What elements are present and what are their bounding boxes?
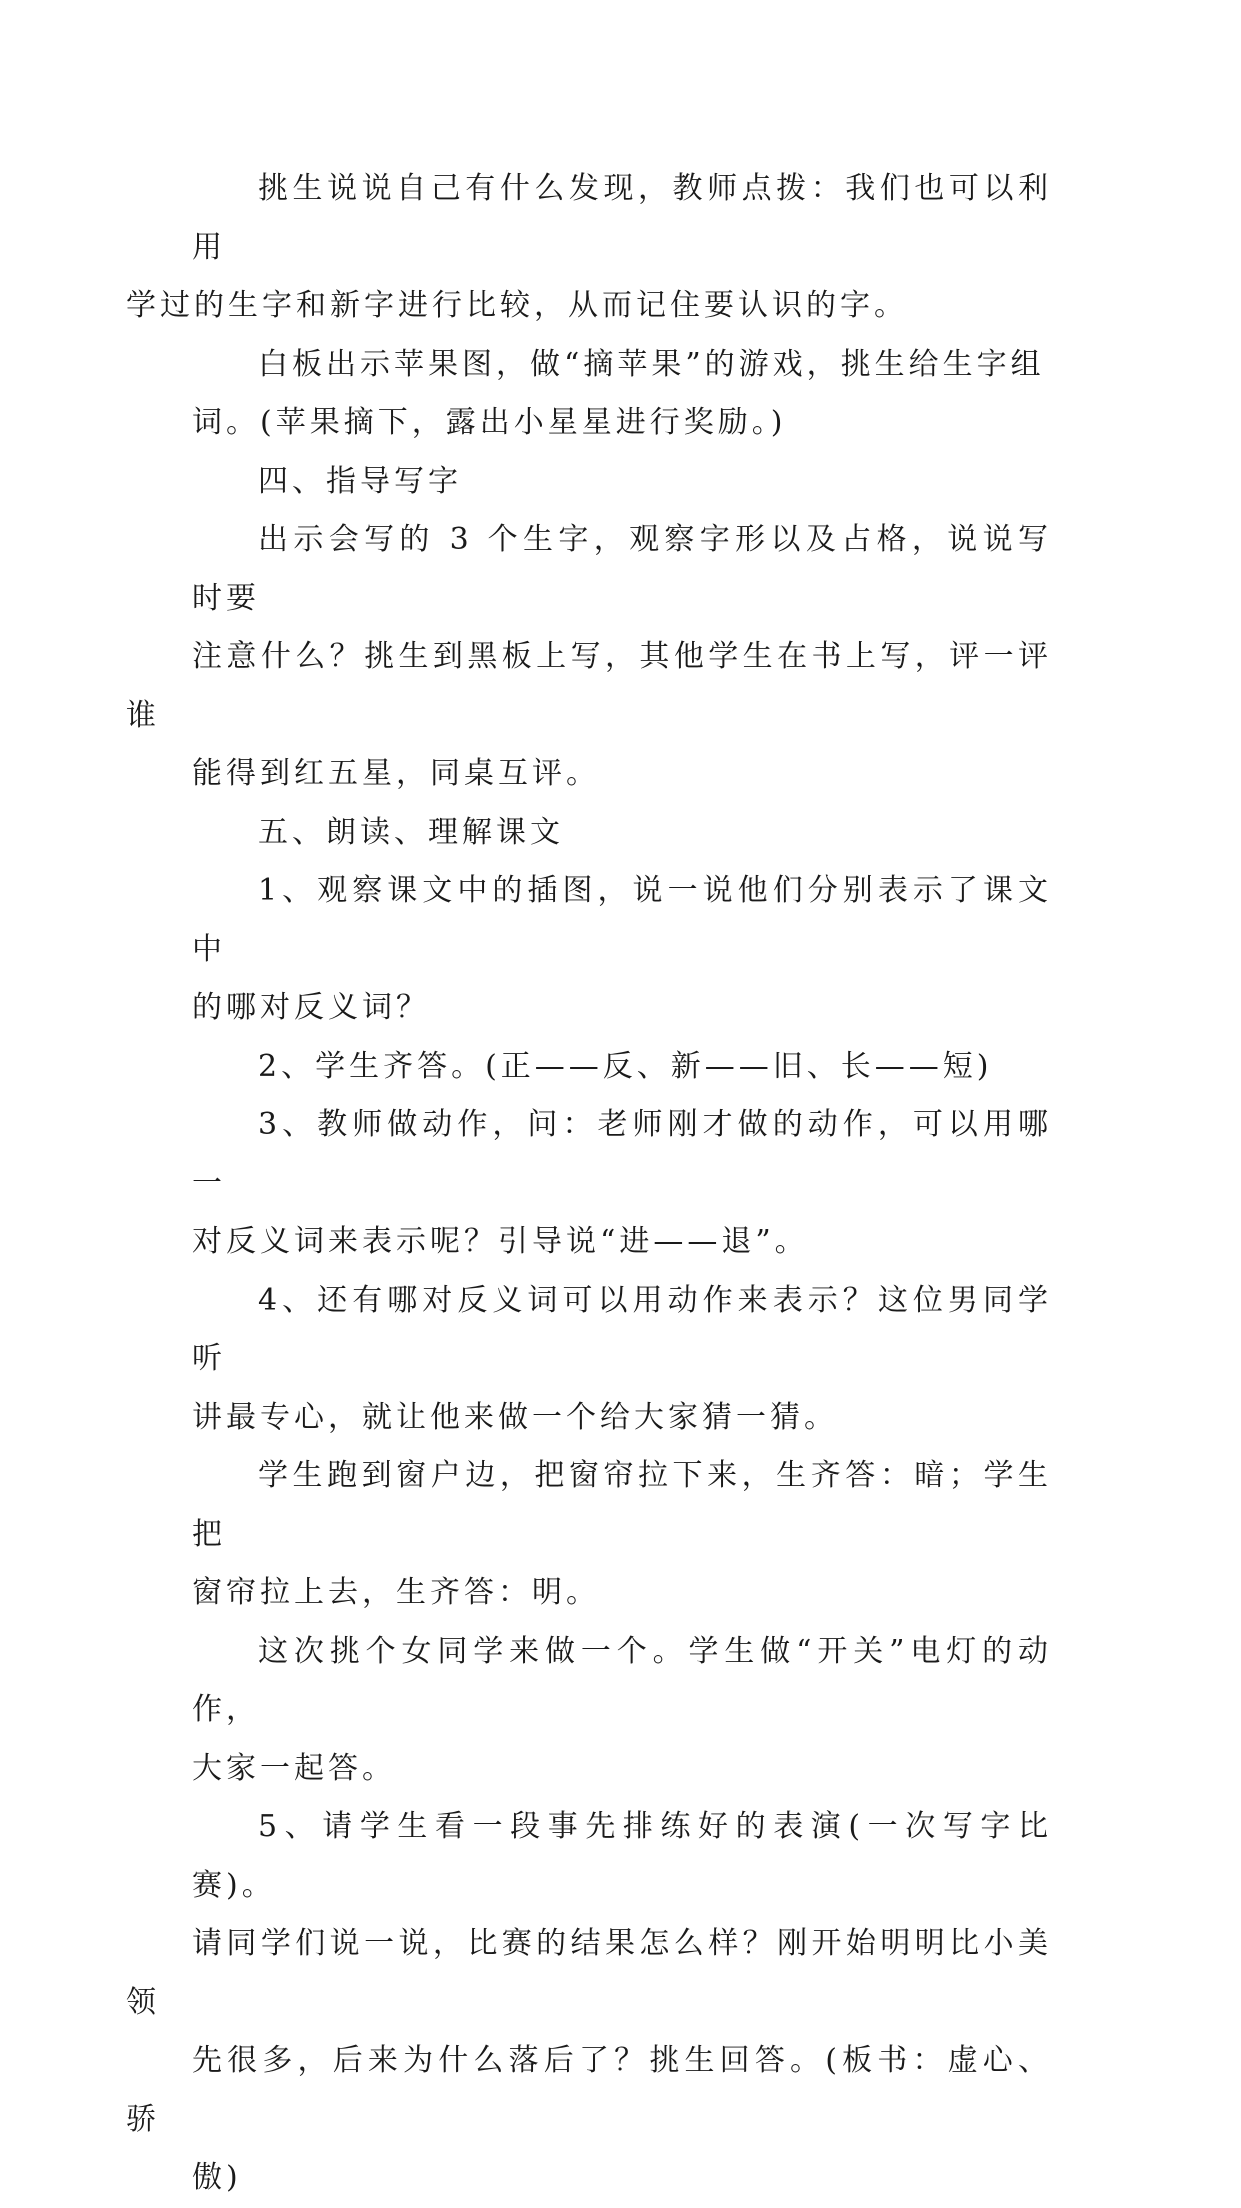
text-line: 5、请学生看一段事先排练好的表演(一次写字比赛)。 bbox=[192, 1809, 1052, 1903]
text-line: 词。(苹果摘下，露出小星星进行奖励。) bbox=[192, 405, 787, 440]
paragraph-curtain-demo bbox=[192, 1447, 1052, 1623]
text-line: 学生跑到窗户边，把窗帘拉下来，生齐答：暗；学生把 bbox=[192, 1458, 1052, 1552]
section-heading-writing-guidance bbox=[192, 453, 1052, 512]
text-line: 3、教师做动作，问：老师刚才做的动作，可以用哪一 bbox=[192, 1107, 1052, 1201]
text-line: 1、观察课文中的插图，说一说他们分别表示了课文中 bbox=[192, 873, 1052, 967]
paragraph-writing-practice bbox=[126, 511, 1052, 804]
paragraph-light-switch-demo bbox=[192, 1623, 1052, 1799]
text-line: 傲) bbox=[192, 2160, 242, 2195]
text-line: 讲最专心，就让他来做一个给大家猜一猜。 bbox=[192, 1399, 838, 1435]
text-line: 白板出示苹果图，做“摘苹果”的游戏，挑生给生字组 bbox=[258, 346, 1045, 382]
paragraph-step-4 bbox=[192, 1272, 1052, 1448]
paragraph-step-3 bbox=[192, 1096, 1052, 1272]
paragraph-step-2 bbox=[192, 1038, 1052, 1097]
text-line: 2、学生齐答。(正——反、新——旧、长——短) bbox=[258, 1048, 993, 1084]
text-line: 五、朗读、理解课文 bbox=[258, 814, 564, 850]
paragraph-step-5 bbox=[126, 1798, 1052, 2208]
text-line: 的哪对反义词？ bbox=[192, 990, 430, 1025]
text-line: 请同学们说一说，比赛的结果怎么样？刚开始明明比小美领 bbox=[126, 1926, 1052, 2020]
text-line: 对反义词来表示呢？引导说“进——退”。 bbox=[192, 1224, 809, 1259]
text-line: 四、指导写字 bbox=[258, 463, 462, 499]
section-heading-reading-understanding bbox=[192, 804, 1052, 863]
paragraph-step-1 bbox=[192, 862, 1052, 1038]
text-line: 大家一起答。 bbox=[192, 1750, 396, 1786]
text-line: 出示会写的 3 个生字，观察字形以及占格，说说写时要 bbox=[192, 522, 1052, 616]
text-line: 4、还有哪对反义词可以用动作来表示？这位男同学听 bbox=[192, 1282, 1052, 1376]
text-line: 学过的生字和新字进行比较，从而记住要认识的字。 bbox=[126, 288, 908, 323]
text-line: 这次挑个女同学来做一个。学生做“开关”电灯的动作， bbox=[192, 1633, 1052, 1727]
text-line: 能得到红五星，同桌互评。 bbox=[192, 756, 600, 791]
paragraph-observe-new-characters bbox=[126, 160, 1052, 336]
text-line: 先很多，后来为什么落后了？挑生回答。(板书：虚心、骄 bbox=[126, 2043, 1052, 2137]
text-line: 挑生说说自己有什么发现，教师点拨：我们也可以利用 bbox=[192, 171, 1052, 265]
paragraph-apple-game bbox=[192, 336, 1052, 453]
text-line: 注意什么？挑生到黑板上写，其他学生在书上写，评一评谁 bbox=[126, 639, 1052, 733]
text-line: 窗帘拉上去，生齐答：明。 bbox=[192, 1575, 600, 1610]
document-body bbox=[126, 160, 1052, 2208]
